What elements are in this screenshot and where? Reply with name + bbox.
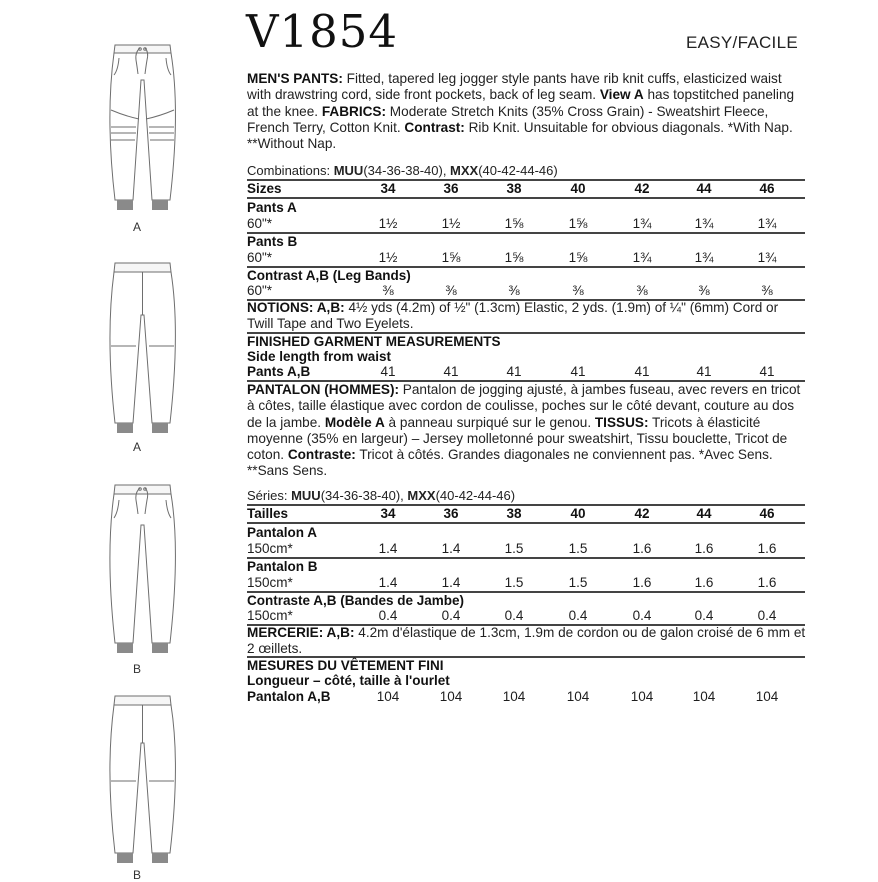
- yardage-cell: ⅜: [761, 283, 773, 298]
- yardage-cell: 1.5: [504, 541, 524, 556]
- yardage-cell: 1½: [378, 216, 398, 231]
- description-text: Tricots à élasticité moyenne (35% en largeur) – Jersey molletonné pour sweatshirt, Tissu bouclette, Tricot de coton.: [247, 414, 788, 463]
- yardage-cell: 1.6: [757, 541, 777, 556]
- table-row: [247, 249, 805, 266]
- row-name: Contrast A,B (Leg Bands): [247, 268, 411, 283]
- sizes-label: Tailles: [247, 506, 289, 521]
- finished-row: [247, 363, 805, 380]
- pants-b-back-drawing: [95, 693, 190, 868]
- pants-a-front-drawing: [95, 40, 190, 215]
- combination-muu: MUU: [291, 488, 321, 503]
- yardage-cell: ⅜: [508, 283, 520, 298]
- combination-muu-sizes: (34-36-38-40),: [363, 163, 451, 178]
- finished-title-text: FINISHED GARMENT MEASUREMENTS: [247, 334, 501, 349]
- yardage-cell: 1.4: [441, 541, 461, 556]
- description-text: Pantalon de jogging ajusté, à jambes fuseau, avec revers en tricot à côtes, taille élastique avec cordon de coulisse, poches sur le côté devant, couture au dos de la jambe.: [247, 382, 801, 430]
- finished-subtitle-text: Longueur – côté, taille à l'ourlet: [247, 673, 450, 688]
- size-header-row: [247, 505, 805, 522]
- table-row: [247, 215, 805, 232]
- measurement-cell: 104: [630, 689, 654, 704]
- table-row: [247, 282, 805, 299]
- measurement-cell: 41: [759, 364, 775, 379]
- description-text: Tricot à côtés. Grandes diagonales ne conviennent pas. *Avec Sens. **Sans Sens.: [247, 447, 773, 479]
- yardage-cell: 1.4: [378, 575, 398, 590]
- yardage-cell: 1.4: [378, 541, 398, 556]
- finished-row: [247, 688, 805, 705]
- row-name: Pantalon B: [247, 559, 318, 574]
- contrast-label: Contrast:: [404, 119, 465, 135]
- yardage-cell: 1.5: [568, 575, 588, 590]
- fabric-width: 60"*: [247, 283, 273, 298]
- combination-muu-sizes: (34-36-38-40),: [320, 488, 408, 503]
- view-a-label: Modèle A: [324, 414, 385, 430]
- row-name: Pants A: [247, 200, 297, 215]
- yardage-cell: ⅜: [445, 283, 457, 298]
- fabric-width: 60"*: [247, 216, 273, 231]
- table-row: [247, 574, 805, 591]
- view-label-b-back: B: [132, 868, 141, 882]
- measurement-cell: 104: [502, 689, 526, 704]
- finished-title-text: MESURES DU VÊTEMENT FINI: [247, 658, 444, 673]
- table-row: [247, 540, 805, 557]
- size-cell: 44: [696, 506, 712, 521]
- combination-mxx: MXX: [407, 488, 436, 503]
- size-cell: 40: [570, 506, 586, 521]
- yardage-cell: 1.6: [632, 575, 652, 590]
- fabric-width: 150cm*: [247, 541, 293, 556]
- yardage-cell: 1⅝: [504, 250, 524, 265]
- measurement-cell: 104: [376, 689, 400, 704]
- fabrics-label: TISSUS:: [594, 414, 649, 430]
- yardage-cell: 0.4: [504, 608, 524, 623]
- yardage-cell: 1¾: [694, 250, 714, 265]
- notions-text: 4.2m d'élastique de 1.3cm, 1.9m de cordon ou de galon croisé de 6 mm et 2 œillets.: [247, 625, 806, 657]
- fabrics-label: FABRICS:: [321, 103, 387, 119]
- yardage-cell: ⅜: [636, 283, 648, 298]
- yardage-cell: ⅜: [572, 283, 584, 298]
- yardage-cell: 1.6: [632, 541, 652, 556]
- fabric-width: 150cm*: [247, 608, 293, 623]
- yardage-cell: 1¾: [632, 250, 652, 265]
- yardage-cell: 1.5: [504, 575, 524, 590]
- measurement-cell: 104: [692, 689, 716, 704]
- finished-subtitle: [247, 672, 805, 689]
- yardage-cell: 1⅝: [441, 250, 461, 265]
- view-label-b-front: B: [132, 662, 141, 676]
- size-cell: 38: [506, 506, 522, 521]
- description-en: [247, 71, 807, 152]
- measurement-cell: 41: [634, 364, 650, 379]
- pants-a-back-drawing: [95, 260, 190, 438]
- row-name: Contraste A,B (Bandes de Jambe): [247, 593, 465, 608]
- combinations-label: Combinations:: [247, 163, 334, 178]
- table-row: [247, 607, 805, 624]
- fabric-width: 60"*: [247, 250, 273, 265]
- size-cell: 34: [380, 506, 396, 521]
- combinations-fr: [247, 488, 515, 503]
- measurement-cell: 104: [755, 689, 779, 704]
- measurement-cell: 41: [443, 364, 459, 379]
- yardage-cell: 0.4: [441, 608, 461, 623]
- finished-subtitle-text: Side length from waist: [247, 349, 392, 364]
- fabric-width: 150cm*: [247, 575, 293, 590]
- size-header-row: [247, 180, 805, 197]
- notions-text: 4½ yds (4.2m) of ½" (1.3cm) Elastic, 2 yds. (1.9m) of ¼" (6mm) Cord or Twill Tape and Two Eyelets.: [247, 300, 779, 332]
- notions-en: [247, 300, 807, 333]
- table-row-name: [247, 524, 805, 541]
- size-cell: 34: [380, 181, 396, 196]
- yardage-cell: 1.6: [694, 575, 714, 590]
- yardage-cell: ⅜: [382, 283, 394, 298]
- measurement-cell: 104: [566, 689, 590, 704]
- size-cell: 42: [634, 181, 650, 196]
- yardage-cell: 1½: [441, 216, 461, 231]
- measurement-cell: 41: [380, 364, 396, 379]
- description-text: Fitted, tapered leg jogger style pants have rib knit cuffs, elasticized waist with drawstring cord, side front pockets, back of leg seam.: [247, 71, 782, 103]
- pants-b-front-drawing: [95, 480, 190, 658]
- yardage-cell: 1¾: [757, 216, 777, 231]
- description-text: Moderate Stretch Knits (35% Cross Grain) - Sweatshirt Fleece, French Terry, Cotton Knit.: [247, 103, 769, 135]
- table-row-name: [247, 558, 805, 575]
- notions-label: NOTIONS: A,B:: [247, 300, 345, 315]
- measurement-cell: 41: [570, 364, 586, 379]
- combination-mxx: MXX: [450, 163, 479, 178]
- description-text: has topstitched paneling at the knee.: [247, 87, 795, 119]
- combination-mxx-sizes: (40-42-44-46): [478, 163, 558, 178]
- size-cell: 44: [696, 181, 712, 196]
- combination-mxx-sizes: (40-42-44-46): [435, 488, 516, 503]
- description-text: à panneau surpiqué sur le genou.: [384, 414, 595, 430]
- description-lead: MEN'S PANTS:: [247, 71, 343, 86]
- yardage-cell: 1¾: [757, 250, 777, 265]
- yardage-cell: 1⅝: [568, 216, 588, 231]
- row-name: Pants B: [247, 234, 298, 249]
- yardage-cell: 1⅝: [568, 250, 588, 265]
- view-a-label: View A: [599, 87, 644, 103]
- notions-label: MERCERIE: A,B:: [247, 625, 355, 640]
- size-cell: 42: [634, 506, 650, 521]
- row-name: Pantalon A: [247, 525, 318, 540]
- yardage-cell: 0.4: [378, 608, 398, 623]
- view-label-a-front: A: [132, 220, 141, 234]
- contrast-label: Contraste:: [287, 447, 356, 463]
- yardage-cell: 1⅝: [504, 216, 524, 231]
- finished-row-label: Pantalon A,B: [247, 689, 331, 704]
- yardage-cell: 0.4: [632, 608, 652, 623]
- yardage-cell: 0.4: [694, 608, 714, 623]
- yardage-cell: 1.6: [757, 575, 777, 590]
- size-cell: 36: [443, 181, 459, 196]
- combinations-en: [247, 163, 558, 178]
- table-row-name: [247, 199, 805, 216]
- yardage-cell: 0.4: [757, 608, 777, 623]
- measurement-cell: 41: [506, 364, 522, 379]
- combination-muu: MUU: [333, 163, 364, 178]
- description-lead: PANTALON (HOMMES):: [247, 382, 400, 397]
- yardage-cell: 1½: [378, 250, 398, 265]
- size-cell: 46: [759, 181, 775, 196]
- table-row-name: [247, 233, 805, 250]
- difficulty-label: EASY/FACILE: [686, 33, 798, 52]
- yardage-cell: 0.4: [568, 608, 588, 623]
- yardage-cell: 1.6: [694, 541, 714, 556]
- size-cell: 40: [570, 181, 586, 196]
- notions-fr: [247, 625, 807, 658]
- measurement-cell: 104: [439, 689, 463, 704]
- pattern-number: V1854: [246, 5, 399, 58]
- yardage-cell: 1.5: [568, 541, 588, 556]
- sizes-label: Sizes: [247, 181, 282, 196]
- combinations-label: Séries:: [247, 488, 292, 503]
- size-cell: 36: [443, 506, 459, 521]
- yardage-cell: 1¾: [694, 216, 714, 231]
- view-label-a-back: A: [132, 440, 141, 454]
- measurement-cell: 41: [696, 364, 712, 379]
- size-cell: 46: [759, 506, 775, 521]
- description-fr: [247, 382, 807, 480]
- description-text: Rib Knit. Unsuitable for obvious diagonals. *With Nap. **Without Nap.: [247, 119, 793, 152]
- yardage-cell: 1¾: [632, 216, 652, 231]
- size-cell: 38: [506, 181, 522, 196]
- yardage-cell: 1.4: [441, 575, 461, 590]
- yardage-cell: ⅜: [698, 283, 710, 298]
- finished-row-label: Pants A,B: [247, 364, 311, 379]
